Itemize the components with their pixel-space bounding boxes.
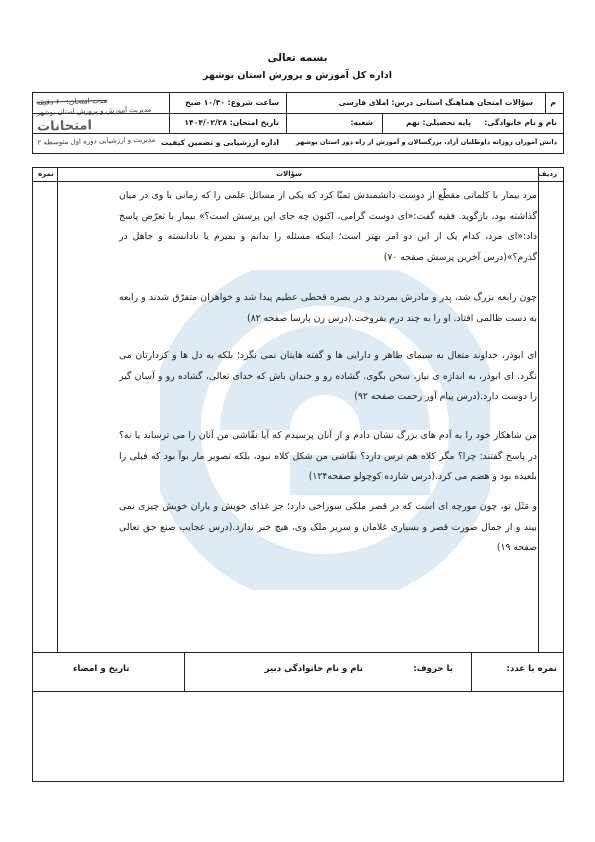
question-3: ای ابوذر، خداوند متعال به سیمای ظاهر و دارایی ها و گفته هایتان نمی نگرد؛ بلکه به دل ها و کردارتان می نگرد. ای ابوذر، به اندازه ی نیاز، سخن بگوی. گشاده رو و خندان باش که خدای تعالی، گشاده رو و آسان گیر را دوست دارد.(درس پیام آور رحمت صفحه ۹۲)	[119, 350, 537, 402]
student-name-label: نام و نام خانوادگی:	[484, 118, 557, 127]
grade-level: پایه تحصیلی: نهم	[406, 118, 471, 127]
question-2: چون رابعه بزرگ شد، پدر و مادرش بمردند و در بصره قحطی عظیم پیدا شد و خواهران متفرّق شدند و رابعه به دست ظالمی افتاد. او را به چند درم بفروخت.(درس زن پارسا صفحه ۸۲)	[119, 292, 537, 324]
divider	[286, 93, 287, 114]
column-header-questions: سؤالات	[276, 170, 302, 178]
stamp-line: امتحانات	[36, 118, 93, 135]
column-header-score: نمره	[38, 170, 54, 178]
stamp-line: مدیریت آموزش و پرورش استان بوشهر	[36, 105, 152, 117]
row-column-divider	[538, 168, 539, 653]
question-1: مرد بیمار با کلماتی مقطّع از دوست دانشمندش تمنّا کرد که یکی از مسائل علمی را که زمانی با وی در میان گذاشته بود، بازگوید. فقیه گفت:«ای دوست گرامی، اکنون چه جای این پرسش است؟» بیمار با تعرّض پاسخ داد:«ای مرد، کدام یک از این دو امر بهتر است؛ اینکه مسئله را بدانم و بمیرم یا نادانسته و جاهل در گذرم؟»(درس آخرین پرسش صفحه ۷۰)	[119, 190, 537, 263]
school-description: دانش آموزان روزانه داوطلبان آزاد، بزرگسالان و آموزش از راه دور استان بوشهر	[296, 138, 557, 146]
start-time: ساعت شروع: ۱۰/۳۰ صبح	[185, 98, 279, 107]
evaluation-office: اداره ارزشیابی و تضمین کیفیت	[160, 138, 279, 147]
divider	[184, 653, 185, 691]
divider	[471, 653, 472, 691]
divider	[545, 93, 546, 114]
stamp-line: مدیریت و ارزشیابی دوره اول متوسطه ۲	[37, 135, 156, 147]
question-4: من شاهکار خود را به آدم های بزرگ نشان دادم و از آنان پرسیدم که آیا نقّاشی من آنان را می ترساند یا نه؟ در پاسخ گفتند: چرا؟ مگر کلاه هم ترس دارد؟ نقّاشی من شکل کلاه نبود، بلکه تصویر مار بوآ بود که فیلی را بلعیده بود و هضم می کرد.(درس شازده کوچولو صفحه۱۲۴)	[119, 430, 537, 482]
header-divider	[33, 181, 563, 182]
date-signature-label: تاریخ و امضاء	[73, 664, 130, 674]
column-header-row: ردیف	[538, 170, 557, 178]
row-mark: م	[550, 98, 556, 107]
divider	[382, 114, 383, 134]
branch-label: شعبه:	[350, 118, 373, 127]
score-column-divider	[57, 168, 58, 653]
score-letters-label: با حروف:	[413, 664, 453, 674]
official-stamp	[34, 94, 168, 153]
stamp-line: مدت امتحان: ۶۰ دقیقه	[36, 95, 108, 107]
basmala-heading: بسمه تعالی	[267, 52, 328, 64]
score-digits-label: نمره با عدد:	[506, 664, 557, 674]
exam-date: تاریخ امتحان: ۱۴۰۴/۰۲/۲۸	[184, 118, 279, 127]
exam-title: سؤالات امتحان هماهنگ استانی درس: املای فارسی	[338, 98, 533, 107]
divider	[286, 114, 287, 134]
question-5: و مَثَل تو، چون مورچه ای است که در قصر ملکی سوراخی دارد؛ جز غذای خویش و یاران خویش چیزی نمی بیند و از جمال صورت قصر و بسیاری غلامان و سریر ملک وی، هیچ خبر ندارد.(درس عجایب صنع حق تعالی صفحه ۱۹)	[119, 501, 537, 553]
score-footer	[32, 652, 564, 692]
teacher-name-label: نام و نام خانوادگی دبیر	[264, 664, 363, 674]
office-heading: اداره کل آموزش و پرورش استان بوشهر	[202, 70, 393, 81]
